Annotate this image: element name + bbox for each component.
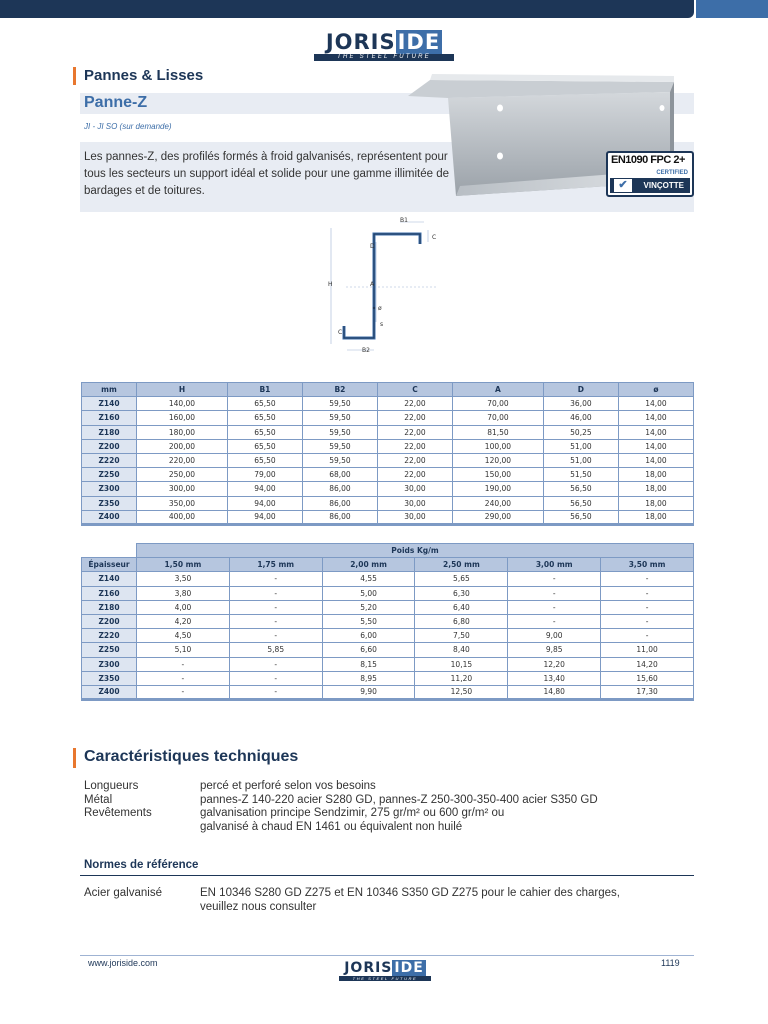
table-cell: - [229,614,322,628]
table-cell: 240,00 [452,496,543,510]
table-cell: 86,00 [302,510,377,524]
row-header-cell: Z160 [82,586,137,600]
table-cell: 6,40 [415,600,508,614]
table-cell: 190,00 [452,482,543,496]
row-header-cell: Z400 [82,685,137,699]
dim-h-label: H [328,281,333,288]
table-cell: 65,50 [227,397,302,411]
norms-value-line: EN 10346 S280 GD Z275 et EN 10346 S350 GD Z275 pour le cahier des charges, [200,887,621,899]
spec-value: galvanisation principe Sendzimir, 275 gr/m² ou 600 gr/m² ou [200,807,505,819]
table-cell: 79,00 [227,468,302,482]
table-cell: - [137,657,230,671]
table-cell: 18,00 [618,496,693,510]
table-cell: 350,00 [137,496,228,510]
section-title: Pannes & Lisses [84,67,204,84]
logo-text-part1: JORIS [325,30,396,54]
table-cell: 5,00 [322,586,415,600]
table-cell: 4,55 [322,572,415,586]
table-row [82,614,694,628]
table-cell: - [229,671,322,685]
table-cell: 46,00 [543,411,618,425]
table-cell: 14,80 [508,685,601,699]
table-row [82,482,694,496]
table-header-blank [82,544,137,558]
table-header-cell: 1,50 mm [137,558,230,572]
dim-b1-label: B1 [400,217,408,224]
dim-diameter-label: ø [378,305,382,312]
section-accent-bar [73,67,76,85]
table-cell: 51,00 [543,439,618,453]
table-cell: 4,20 [137,614,230,628]
weight-table [81,543,694,701]
table-row [82,643,694,657]
table-cell: 150,00 [452,468,543,482]
table-cell: 68,00 [302,468,377,482]
cert-body-bar [610,178,690,193]
table-row [82,572,694,586]
row-header-cell: Z140 [82,397,137,411]
row-header-cell: Z220 [82,629,137,643]
table-header-row [82,558,694,572]
dim-b2-label: B2 [362,347,370,354]
table-cell: - [137,671,230,685]
norms-label: Acier galvanisé [84,887,162,899]
table-cell: 30,00 [377,496,452,510]
table-cell: 22,00 [377,453,452,467]
table-cell: 81,50 [452,425,543,439]
table-cell: 3,80 [137,586,230,600]
table-cell: 18,00 [618,482,693,496]
table-cell: 70,00 [452,411,543,425]
table-cell: 59,50 [302,439,377,453]
table-header-row [82,383,694,397]
table-cell: 5,50 [322,614,415,628]
table-cell: 5,20 [322,600,415,614]
table-cell: 65,50 [227,453,302,467]
table-cell: 5,85 [229,643,322,657]
table-header-cell: A [452,383,543,397]
table-cell: 59,50 [302,453,377,467]
table-cell: 6,80 [415,614,508,628]
cert-standard: EN1090 FPC 2+ [611,154,685,166]
table-cell: 8,40 [415,643,508,657]
table-cell: - [229,572,322,586]
table-cell: 12,20 [508,657,601,671]
table-header-cell: mm [82,383,137,397]
table-cell: 65,50 [227,411,302,425]
table-cell: 70,00 [452,397,543,411]
table-cell: 94,00 [227,482,302,496]
table-cell: 4,00 [137,600,230,614]
table-cell: 22,00 [377,397,452,411]
norms-row [84,886,650,914]
table-cell: - [508,572,601,586]
table-cell: 9,90 [322,685,415,699]
table-cell: 11,20 [415,671,508,685]
table-cell: 11,00 [601,643,694,657]
table-row [82,439,694,453]
z-profile-diagram [326,214,442,354]
table-cell: 8,95 [322,671,415,685]
table-row [82,586,694,600]
spec-label: Métal [84,793,113,806]
check-icon: ✔ [614,179,632,192]
table-cell: 22,00 [377,468,452,482]
table-cell: 14,00 [618,453,693,467]
table-cell: 65,50 [227,425,302,439]
table-cell: 13,40 [508,671,601,685]
table-cell: 5,10 [137,643,230,657]
tech-accent-bar [73,748,76,768]
table-row [82,411,694,425]
table-cell: 30,00 [377,510,452,524]
row-header-cell: Z200 [82,614,137,628]
table-cell: 18,00 [618,510,693,524]
table-cell: 59,50 [302,425,377,439]
table-cell: 51,50 [543,468,618,482]
table-cell: - [508,586,601,600]
table-cell: - [601,614,694,628]
tech-title: Caractéristiques techniques [84,748,299,765]
table-cell: - [229,657,322,671]
spec-row [84,794,640,808]
table-cell: 400,00 [137,510,228,524]
table-header-cell: C [377,383,452,397]
table-cell: 10,15 [415,657,508,671]
table-cell: 51,00 [543,453,618,467]
table-header-cell: ø [618,383,693,397]
table-cell: 6,60 [322,643,415,657]
norms-value-line: veuillez nous consulter [200,901,317,913]
table-cell: 200,00 [137,439,228,453]
dimensions-table-body [82,397,694,525]
table-cell: 14,00 [618,397,693,411]
footer-logo [339,960,431,981]
table-header-row [82,544,694,558]
table-cell: 59,50 [302,397,377,411]
table-cell: 6,00 [322,629,415,643]
table-row [82,629,694,643]
spec-label [84,821,200,835]
logo-text-part2: IDE [397,30,441,54]
table-row [82,657,694,671]
variants-note: JI - JI SO (sur demande) [84,122,172,131]
table-cell: 86,00 [302,496,377,510]
table-cell: 50,25 [543,425,618,439]
table-cell: - [229,586,322,600]
table-cell: 22,00 [377,439,452,453]
dim-c-bottom-label: C [338,329,343,336]
spec-row [84,807,640,821]
table-cell: 250,00 [137,468,228,482]
table-cell: - [508,614,601,628]
dim-c-top-label: C [432,234,437,241]
spec-label: Revêtements [84,807,152,819]
table-cell: - [601,600,694,614]
top-banner [0,0,694,18]
table-row [82,496,694,510]
table-cell: 140,00 [137,397,228,411]
top-banner-accent [696,0,768,18]
spec-row [84,780,640,794]
table-cell: 94,00 [227,510,302,524]
intro-text: Les pannes-Z, des profilés formés à froid galvanisés, représentent pour tous les secteurs un support idéal et solide pour une gamme illimitée de bardages et de toitures. [84,151,450,197]
table-cell: 290,00 [452,510,543,524]
table-cell: 17,30 [601,685,694,699]
table-header-cell: 2,50 mm [415,558,508,572]
table-cell: 14,00 [618,411,693,425]
dim-d-label: D [370,243,375,250]
table-cell: 220,00 [137,453,228,467]
spec-label: Longueurs [84,780,139,792]
table-header-cell: B1 [227,383,302,397]
table-cell: 36,00 [543,397,618,411]
table-header-cell: B2 [302,383,377,397]
table-cell: 59,50 [302,411,377,425]
table-row [82,468,694,482]
table-cell: 65,50 [227,439,302,453]
product-title: Panne-Z [84,94,148,111]
dimensions-table [81,382,694,526]
table-cell: 160,00 [137,411,228,425]
table-cell: 56,50 [543,482,618,496]
logo-text-part2: IDE [394,960,424,976]
table-cell: 14,00 [618,425,693,439]
table-cell: 56,50 [543,510,618,524]
table-cell: 180,00 [137,425,228,439]
brand-logo [314,30,454,61]
table-cell: 18,00 [618,468,693,482]
footer-divider [80,955,694,956]
cert-status: CERTIFIED [656,170,688,176]
table-cell: 7,50 [415,629,508,643]
logo-tagline: THE STEEL FUTURE [314,54,454,61]
logo-text-part1: JORIS [344,960,393,976]
table-cell: 14,00 [618,439,693,453]
table-cell: 86,00 [302,482,377,496]
table-cell: - [601,586,694,600]
spec-value: percé et perforé selon vos besoins [200,780,376,792]
table-cell: 12,50 [415,685,508,699]
table-header-cell: H [137,383,228,397]
table-cell: 4,50 [137,629,230,643]
table-cell: 94,00 [227,496,302,510]
table-header-cell: Épaisseur [82,558,137,572]
table-header-cell: 1,75 mm [229,558,322,572]
table-cell: 22,00 [377,425,452,439]
table-cell: 56,50 [543,496,618,510]
table-header-cell: 3,50 mm [601,558,694,572]
dim-a-label: A [370,281,375,288]
norms-title: Normes de référence [84,859,199,871]
row-header-cell: Z300 [82,657,137,671]
weight-table-body [82,572,694,700]
table-row [82,685,694,699]
dim-thickness-label: s [380,321,384,328]
logo-tagline: THE STEEL FUTURE [339,976,431,981]
row-header-cell: Z350 [82,496,137,510]
table-cell: 14,20 [601,657,694,671]
table-cell: - [229,685,322,699]
table-cell: - [229,629,322,643]
norms-divider [80,875,694,876]
table-row [82,397,694,411]
row-header-cell: Z350 [82,671,137,685]
table-header-cell: 2,00 mm [322,558,415,572]
table-cell: - [601,572,694,586]
row-header-cell: Z200 [82,439,137,453]
row-header-cell: Z300 [82,482,137,496]
table-cell: 6,30 [415,586,508,600]
row-header-cell: Z140 [82,572,137,586]
table-row [82,453,694,467]
table-header-cell: D [543,383,618,397]
table-cell: - [508,600,601,614]
row-header-cell: Z400 [82,510,137,524]
table-row [82,425,694,439]
norms-value [200,886,650,914]
cert-body: VINÇOTTE [643,181,684,190]
row-header-cell: Z250 [82,643,137,657]
footer-website-link[interactable]: www.joriside.com [88,958,158,968]
table-cell: 15,60 [601,671,694,685]
row-header-cell: Z220 [82,453,137,467]
table-cell: 5,65 [415,572,508,586]
table-cell: 120,00 [452,453,543,467]
table-row [82,510,694,524]
table-group-header: Poids Kg/m [137,544,694,558]
table-cell: - [229,600,322,614]
table-cell: 22,00 [377,411,452,425]
table-cell: 300,00 [137,482,228,496]
table-cell: 30,00 [377,482,452,496]
spec-row [84,821,640,835]
tech-specs [84,780,640,834]
table-header-cell: 3,00 mm [508,558,601,572]
row-header-cell: Z160 [82,411,137,425]
table-cell: 9,00 [508,629,601,643]
row-header-cell: Z250 [82,468,137,482]
page-number: 1119 [661,958,680,968]
table-cell: 9,85 [508,643,601,657]
table-row [82,671,694,685]
spec-value: pannes-Z 140-220 acier S280 GD, pannes-Z 250-300-350-400 acier S350 GD [200,793,598,806]
certification-badge [606,151,694,197]
row-header-cell: Z180 [82,425,137,439]
table-cell: 8,15 [322,657,415,671]
row-header-cell: Z180 [82,600,137,614]
spec-value: galvanisé à chaud EN 1461 ou équivalent non huilé [200,820,463,833]
table-cell: - [137,685,230,699]
table-cell: 100,00 [452,439,543,453]
table-cell: 3,50 [137,572,230,586]
table-row [82,600,694,614]
table-cell: - [601,629,694,643]
